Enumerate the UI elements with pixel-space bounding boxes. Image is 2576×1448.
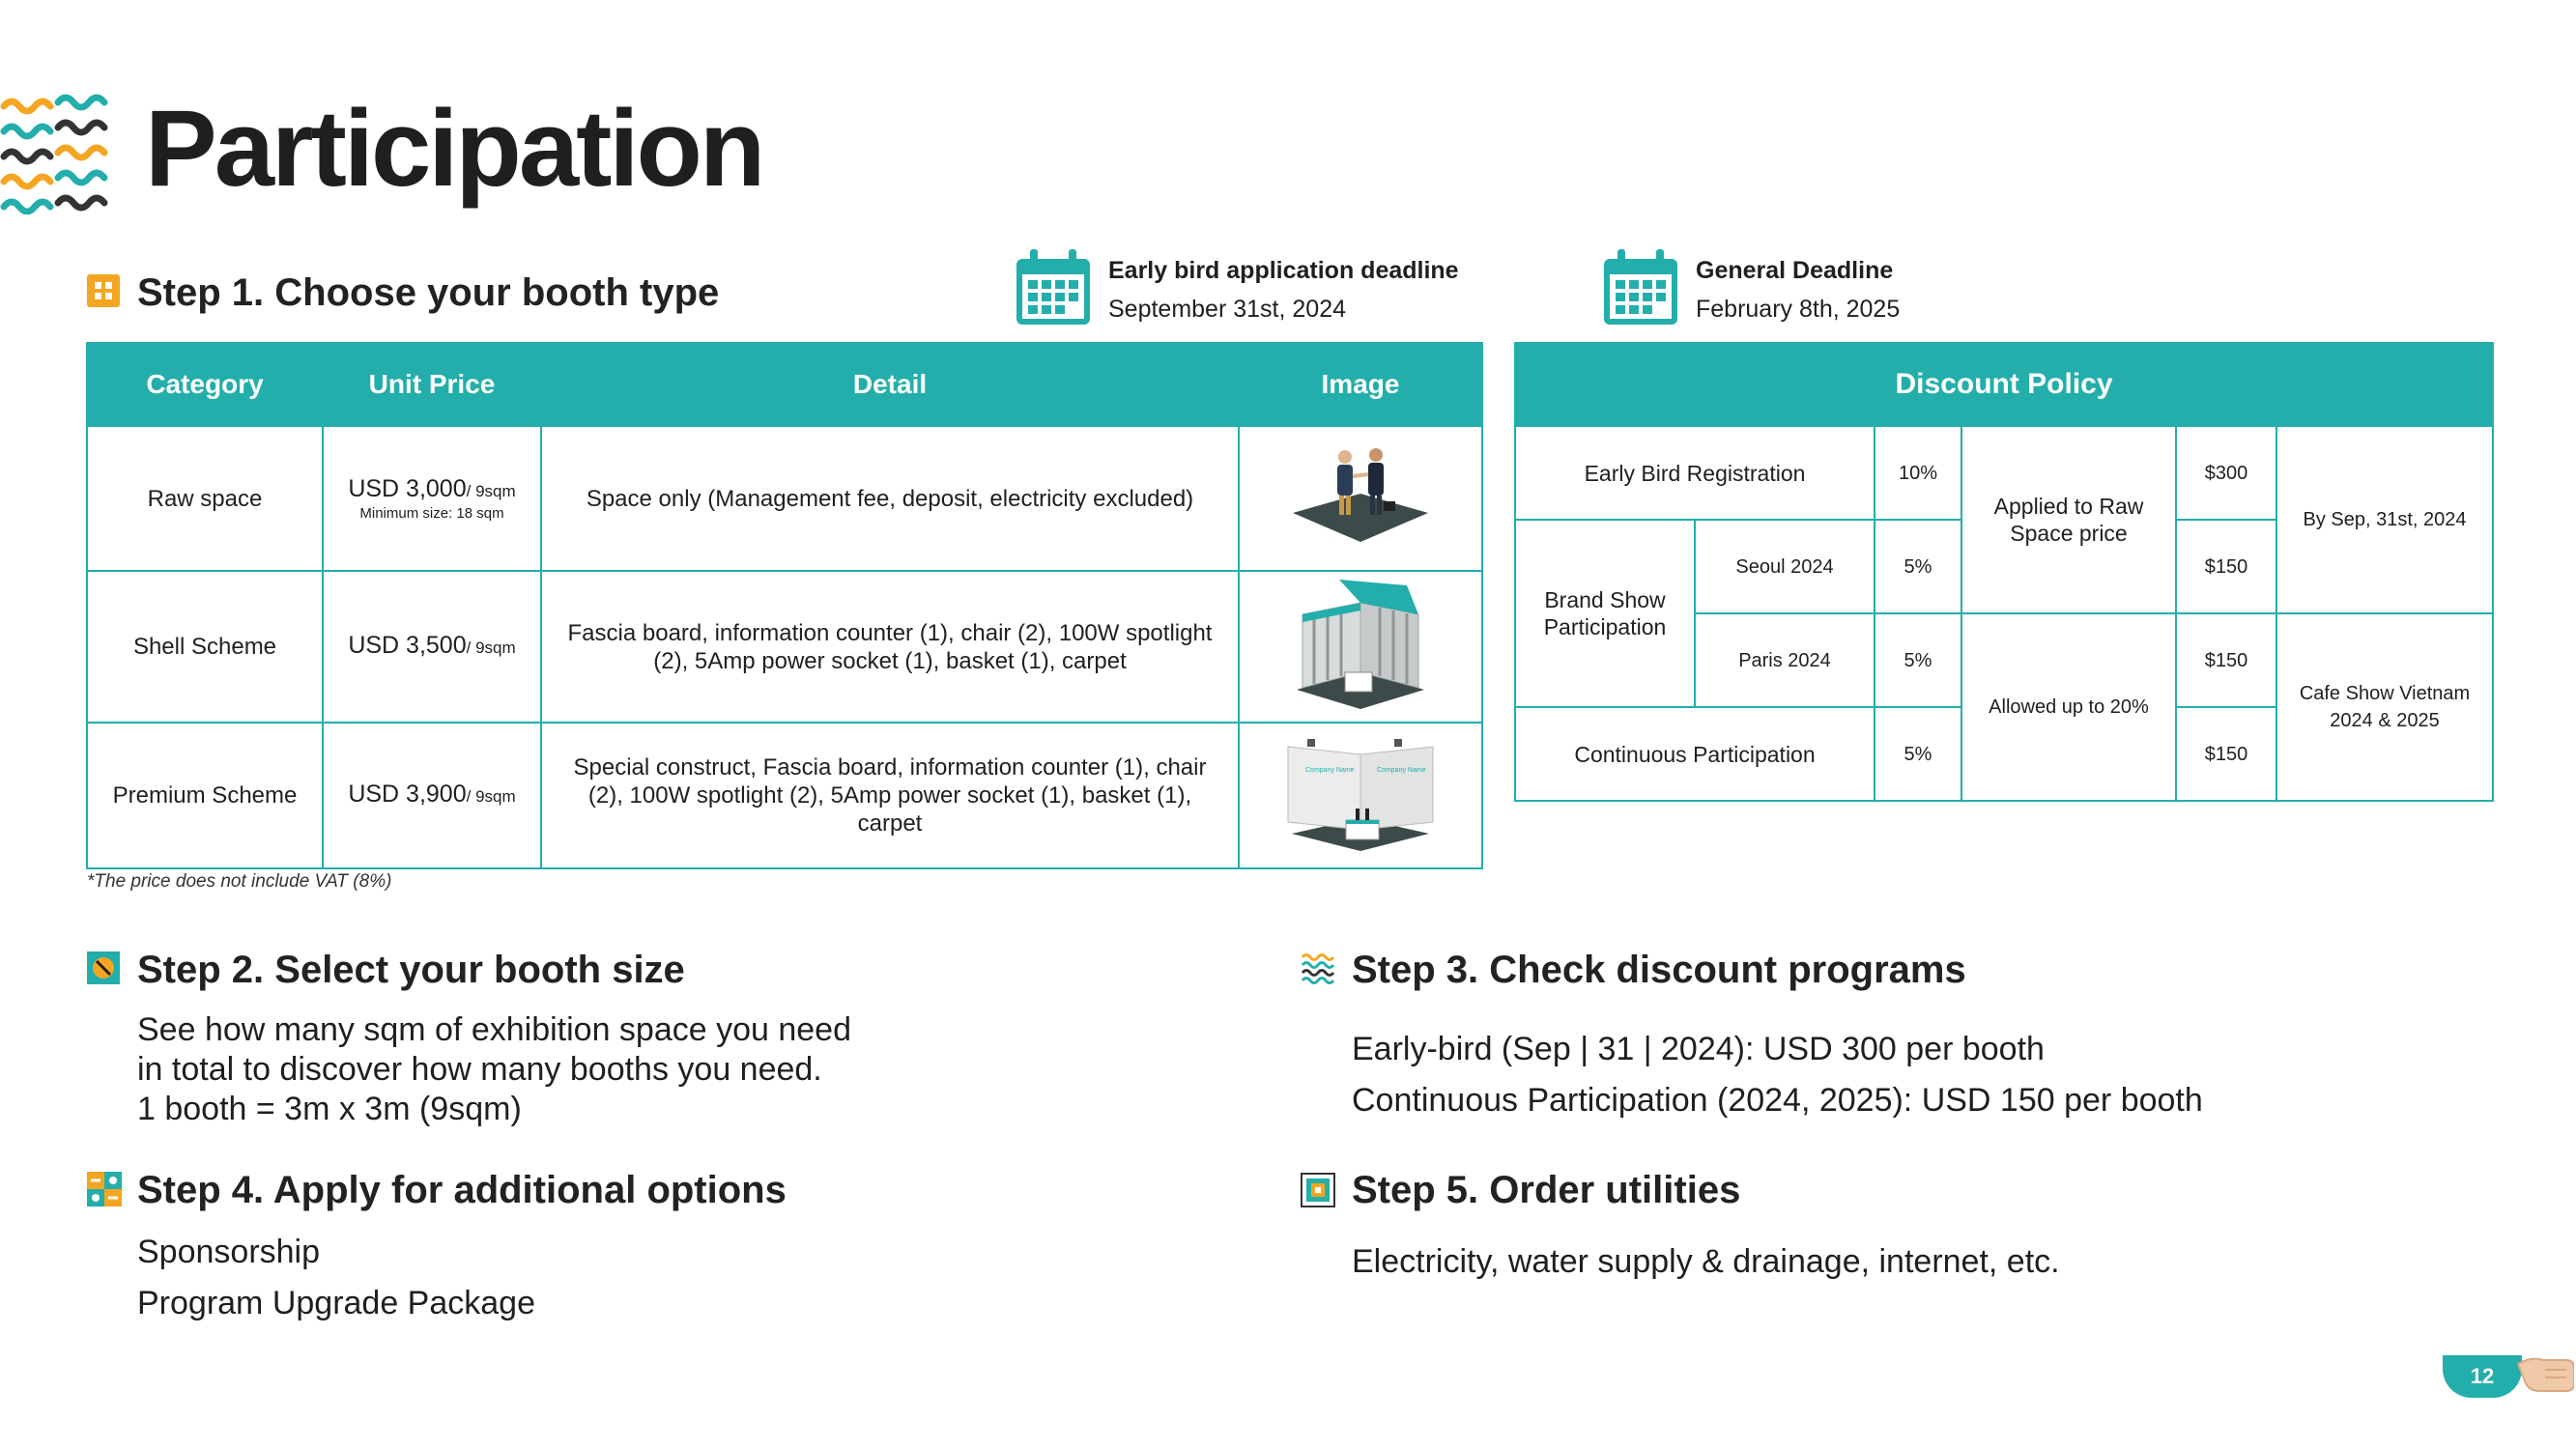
image-cell: [1239, 571, 1482, 723]
amount-cell: $300: [2176, 426, 2276, 520]
price-cell: [323, 426, 541, 571]
step3-line: Continuous Participation (2024, 2025): USD 150 per booth: [1352, 1082, 2203, 1119]
general-deadline-title: General Deadline: [1696, 257, 1894, 284]
amount-cell: $150: [2176, 613, 2276, 707]
company-name-label: Company Name: [1305, 767, 1355, 774]
allowed-cell: Allowed up to 20%: [1961, 613, 2176, 801]
amount-cell: $150: [2176, 707, 2276, 801]
step5-line: Electricity, water supply & drainage, internet, etc.: [1352, 1243, 2060, 1280]
step5-body: [1352, 1242, 2060, 1282]
step4-line: Program Upgrade Package: [137, 1285, 536, 1321]
step4-heading: Step 4. Apply for additional options: [137, 1169, 787, 1211]
page-title: Participation: [145, 88, 763, 209]
image-cell: [1239, 426, 1482, 571]
percent-cell: 5%: [1875, 520, 1961, 613]
applied-cell: Applied to Raw Space price: [1961, 426, 2176, 613]
calendar-icon: [1600, 247, 1681, 328]
table-header-row: [87, 343, 1482, 426]
continuous-cell: Continuous Participation: [1515, 707, 1875, 801]
step2-line: in total to discover how many booths you need.: [137, 1051, 822, 1088]
booth-type-table: [86, 342, 1483, 869]
table-row: [1515, 426, 2493, 520]
brand-show-cell: Brand Show Participation: [1515, 520, 1695, 707]
step5-icon: [1301, 1173, 1335, 1207]
category-cell: Shell Scheme: [87, 571, 323, 723]
vat-note: *The price does not include VAT (8%): [87, 871, 392, 892]
category-cell: Raw space: [87, 426, 323, 571]
table-row: [87, 723, 1482, 868]
step3-heading: Step 3. Check discount programs: [1352, 949, 1966, 991]
price-cell: [323, 723, 541, 868]
price-unit: / 9sqm: [466, 481, 516, 500]
early-bird-cell: Early Bird Registration: [1515, 426, 1875, 520]
table-header-row: [1515, 343, 2493, 426]
minimum-size: Minimum size: 18 sqm: [359, 504, 504, 522]
table-row: [87, 571, 1482, 723]
percent-cell: 10%: [1875, 426, 1961, 520]
step2-line: See how many sqm of exhibition space you need: [137, 1011, 852, 1048]
detail-cell: Space only (Management fee, deposit, electricity excluded): [541, 426, 1239, 571]
step2-icon: [87, 951, 120, 984]
premium-scheme-illustration: [1278, 729, 1443, 855]
discount-policy-header: Discount Policy: [1515, 343, 2493, 426]
calendar-icon: [1013, 247, 1094, 328]
event-name-cell: Cafe Show Vietnam 2024 & 2025: [2276, 613, 2493, 801]
hand-icon: [2516, 1345, 2574, 1393]
step3-body: [1352, 1024, 2203, 1126]
early-deadline-title: Early bird application deadline: [1108, 257, 1459, 284]
percent-cell: 5%: [1875, 613, 1961, 707]
price-value: USD 3,000: [348, 474, 467, 502]
step4-body: [137, 1227, 535, 1329]
detail-cell: Special construct, Fascia board, information counter (1), chair (2), 100W spotlight (2), 5Amp power socket (1), basket (1), carpet: [541, 723, 1239, 868]
step4-line: Sponsorship: [137, 1234, 321, 1270]
step1-icon: [87, 274, 120, 307]
step3-line: Early-bird (Sep | 31 | 2024): USD 300 per booth: [1352, 1031, 2045, 1067]
step1-heading: Step 1. Choose your booth type: [137, 271, 720, 314]
event-cell: Paris 2024: [1695, 613, 1875, 707]
amount-cell: $150: [2176, 520, 2276, 613]
discount-policy-table: [1514, 342, 2494, 802]
price-unit: / 9sqm: [466, 639, 516, 657]
step2-body: [137, 1010, 851, 1129]
page-number: 12: [2443, 1355, 2522, 1398]
percent-cell: 5%: [1875, 707, 1961, 801]
shell-scheme-illustration: [1283, 576, 1438, 711]
table-row: [87, 426, 1482, 571]
step4-icon: [87, 1172, 122, 1207]
company-name-label: Company Name: [1377, 767, 1426, 774]
step2-line: 1 booth = 3m x 3m (9sqm): [137, 1091, 522, 1127]
general-deadline-date: February 8th, 2025: [1696, 296, 1901, 323]
step5-heading: Step 5. Order utilities: [1352, 1169, 1741, 1211]
category-cell: Premium Scheme: [87, 723, 323, 868]
price-value: USD 3,500: [348, 632, 467, 659]
column-header: Category: [87, 343, 323, 426]
detail-cell: Fascia board, information counter (1), chair (2), 100W spotlight (2), 5Amp power socket (1), basket (1), carpet: [541, 571, 1239, 723]
image-cell: [1239, 723, 1482, 868]
event-cell: Seoul 2024: [1695, 520, 1875, 613]
column-header: Image: [1239, 343, 1482, 426]
column-header: Unit Price: [323, 343, 541, 426]
step2-heading: Step 2. Select your booth size: [137, 949, 685, 991]
column-header: Detail: [541, 343, 1239, 426]
pattern-logo: [0, 93, 122, 214]
deadline-cell: By Sep, 31st, 2024: [2276, 426, 2493, 613]
price-value: USD 3,900: [348, 781, 467, 808]
early-deadline-date: September 31st, 2024: [1108, 296, 1346, 323]
step3-icon: [1301, 951, 1335, 986]
raw-space-illustration: [1283, 438, 1438, 554]
price-unit: / 9sqm: [466, 787, 516, 806]
price-cell: [323, 571, 541, 723]
